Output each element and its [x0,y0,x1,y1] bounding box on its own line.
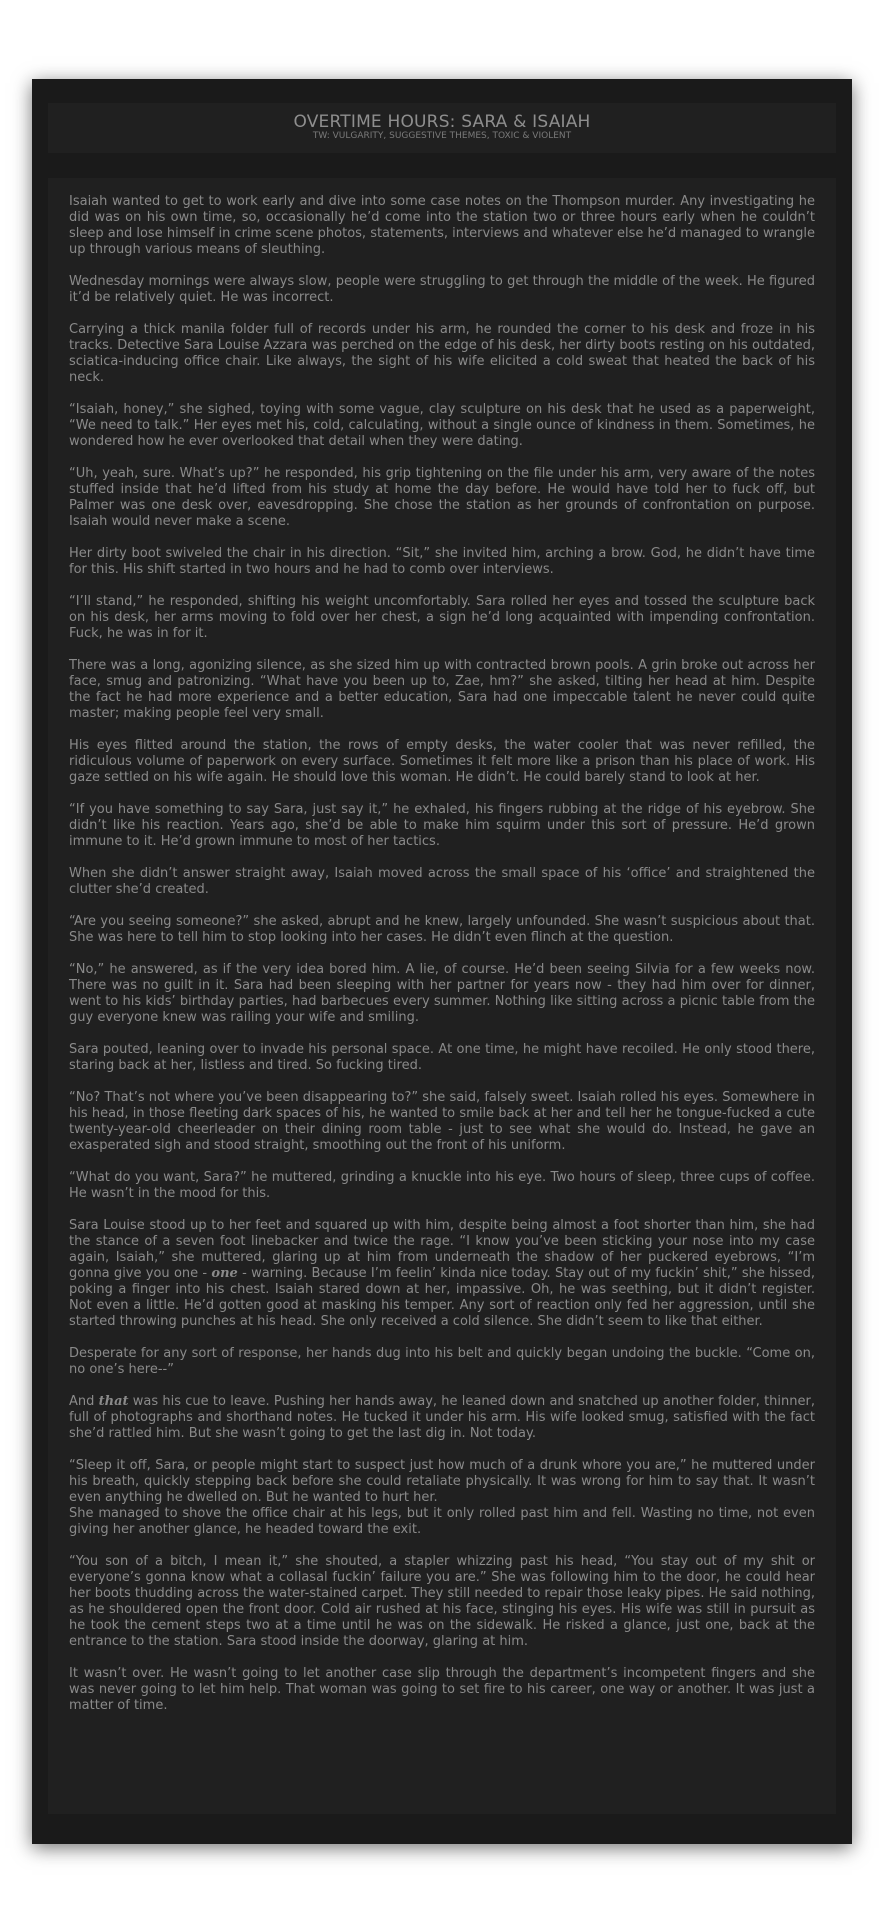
paragraph-text: - warning. Because I’m feelin’ kinda nice today. Stay out of my fuckin’ shit,” she hissed, poking a finger into his chest. Isaiah stared down at her, impassive. Oh, he was seething, but it didn’t register. Not even a little. He’d gotten good at masking his temper. Any sort of reaction only fed her aggression, until she started throwing punches at his head. She only received a cold silence. She didn’t seem to like that either. [69,1266,815,1329]
story-paragraph [69,1394,815,1442]
story-paragraph: There was a long, agonizing silence, as she sized him up with contracted brown pools. A grin broke out across her face, smug and patronizing. “What have you been up to, Zae, hm?” she asked, tilting her head at him. Despite the fact he had more experience and a better education, Sara had one impeccable talent he never could quite master; making people feel very small. [69,658,815,721]
story-paragraph: It wasn’t over. He wasn’t going to let another case slip through the department’s incompetent fingers and she was never going to let him help. That woman was going to set fire to his career, one way or another. It was just a matter of time. [69,1666,815,1713]
page-title: OVERTIME HOURS: SARA & ISAIAH [293,112,591,132]
emphasis-text: one [211,1266,238,1281]
story-paragraph: “No? That’s not where you’ve been disappearing to?” she said, falsely sweet. Isaiah rolled his eyes. Somewhere in his head, in those fleeting dark spaces of his, he wanted to smile back at her and tell her he tongue-fucked a cute twenty-year-old cheerleader on their dining room table - just to see what she would do. Instead, he gave an exasperated sigh and stood straight, smoothing out the front of his uniform. [69,1090,815,1153]
story-body [48,178,836,1814]
story-paragraph: “Uh, yeah, sure. What’s up?” he responded, his grip tightening on the file under his arm, very aware of the notes stuffed inside that he’d lifted from his study at home the day before. He would have told her to fuck off, but Palmer was one desk over, eavesdropping. She chose the station as her grounds of confrontation on purpose. Isaiah would never make a scene. [69,466,815,529]
story-paragraph: “I’ll stand,” he responded, shifting his weight uncomfortably. Sara rolled her eyes and tossed the sculpture back on his desk, her arms moving to fold over her chest, a sign he’d long acquainted with impending confrontation. Fuck, he was in for it. [69,594,815,641]
story-paragraph: His eyes flitted around the station, the rows of empty desks, the water cooler that was never refilled, the ridiculous volume of paperwork on every surface. Sometimes it felt more like a prison than his place of work. His gaze settled on his wife again. He should love this woman. He didn’t. He could barely stand to look at her. [69,738,815,785]
story-paragraph: “If you have something to say Sara, just say it,” he exhaled, his fingers rubbing at the ridge of his eyebrow. She didn’t like his reaction. Years ago, she’d be able to make him squirm under this sort of pressure. He’d grown immune to it. He’d grown immune to most of her tactics. [69,802,815,849]
story-paragraph: Isaiah wanted to get to work early and dive into some case notes on the Thompson murder. Any investigating he did was on his own time, so, occasionally he’d come into the station two or three hours early when he couldn’t sleep and lose himself in crime scene photos, statements, interviews and whatever else he’d managed to wrangle up through various means of sleuthing. [69,194,815,257]
story-paragraph: She managed to shove the office chair at his legs, but it only rolled past him and fell. Wasting no time, not even giving her another glance, he headed toward the exit. [69,1506,815,1537]
paragraph-text: Sara Louise stood up to her feet and squared up with him, despite being almost a foot shorter than him, she had the stance of a seven foot linebacker and twice the rage. “I know you’ve been sticking your nose into my case again, Isaiah,” she muttered, glaring up at him from underneath the shadow of her puckered eyebrows, “I’m gonna give you one - [69,1218,815,1281]
story-header [48,103,836,153]
story-paragraph: Her dirty boot swiveled the chair in his direction. “Sit,” she invited him, arching a brow. God, he didn’t have time for this. His shift started in two hours and he had to comb over interviews. [69,546,815,577]
paragraph-text: And [69,1394,99,1409]
story-paragraph: When she didn’t answer straight away, Isaiah moved across the small space of his ‘office’ and straightened the clutter she’d created. [69,866,815,897]
paragraph-text: was his cue to leave. Pushing her hands away, he leaned down and snatched up another folder, thinner, full of photographs and shorthand notes. He tucked it under his arm. His wife looked smug, satisfied with the fact she’d rattled him. But she wasn’t going to get the last dig in. Not today. [69,1394,815,1441]
story-paragraph: “No,” he answered, as if the very idea bored him. A lie, of course. He’d been seeing Silvia for a few weeks now. There was no guilt in it. Sara had been sleeping with her partner for years now - they had him over for dinner, went to his kids’ birthday parties, had barbecues every summer. Nothing like sitting across a picnic table from the guy everyone knew was railing your wife and smiling. [69,962,815,1025]
trigger-warning: TW: VULGARITY, SUGGESTIVE THEMES, TOXIC & VIOLENT [312,131,572,141]
story-paragraph: “Isaiah, honey,” she sighed, toying with some vague, clay sculpture on his desk that he used as a paperweight, “We need to talk.” Her eyes met his, cold, calculating, without a single ounce of kindness in them. Sometimes, he wondered how he ever overlooked that detail when they were dating. [69,402,815,449]
story-paragraph: “What do you want, Sara?” he muttered, grinding a knuckle into his eye. Two hours of sleep, three cups of coffee. He wasn’t in the mood for this. [69,1170,815,1201]
story-frame [32,79,852,1844]
story-paragraph: “You son of a bitch, I mean it,” she shouted, a stapler whizzing past his head, “You stay out of my shit or everyone’s gonna know what a collasal fuckin’ failure you are.” She was following him to the door, he could hear her boots thudding across the water-stained carpet. They still needed to repair those leaky pipes. He said nothing, as he shouldered open the front door. Cold air rushed at his face, stinging his eyes. His wife was still in pursuit as he took the cement steps two at a time until he was on the sidewalk. He risked a glance, just one, back at the entrance to the station. Sara stood inside the doorway, glaring at him. [69,1554,815,1649]
story-paragraph: “Are you seeing someone?” she asked, abrupt and he knew, largely unfounded. She wasn’t suspicious about that. She was here to tell him to stop looking into her cases. He didn’t even flinch at the question. [69,914,815,945]
story-paragraph: Sara pouted, leaning over to invade his personal space. At one time, he might have recoiled. He only stood there, staring back at her, listless and tired. So fucking tired. [69,1042,815,1073]
story-paragraph: “Sleep it off, Sara, or people might start to suspect just how much of a drunk whore you are,” he muttered under his breath, quickly stepping back before she could retaliate physically. It was wrong for him to say that. It wasn’t even anything he dwelled on. But he wanted to hurt her. [69,1458,815,1505]
emphasis-text: that [98,1394,129,1409]
story-paragraph: Desperate for any sort of response, her hands dug into his belt and quickly began undoing the buckle. “Come on, no one’s here--” [69,1346,815,1377]
story-paragraph: Carrying a thick manila folder full of records under his arm, he rounded the corner to his desk and froze in his tracks. Detective Sara Louise Azzara was perched on the edge of his desk, her dirty boots resting on his outdated, sciatica-inducing office chair. Like always, the sight of his wife elicited a cold sweat that heated the back of his neck. [69,322,815,385]
story-paragraph [69,1218,815,1330]
story-paragraph: Wednesday mornings were always slow, people were struggling to get through the middle of the week. He figured it’d be relatively quiet. He was incorrect. [69,274,815,305]
